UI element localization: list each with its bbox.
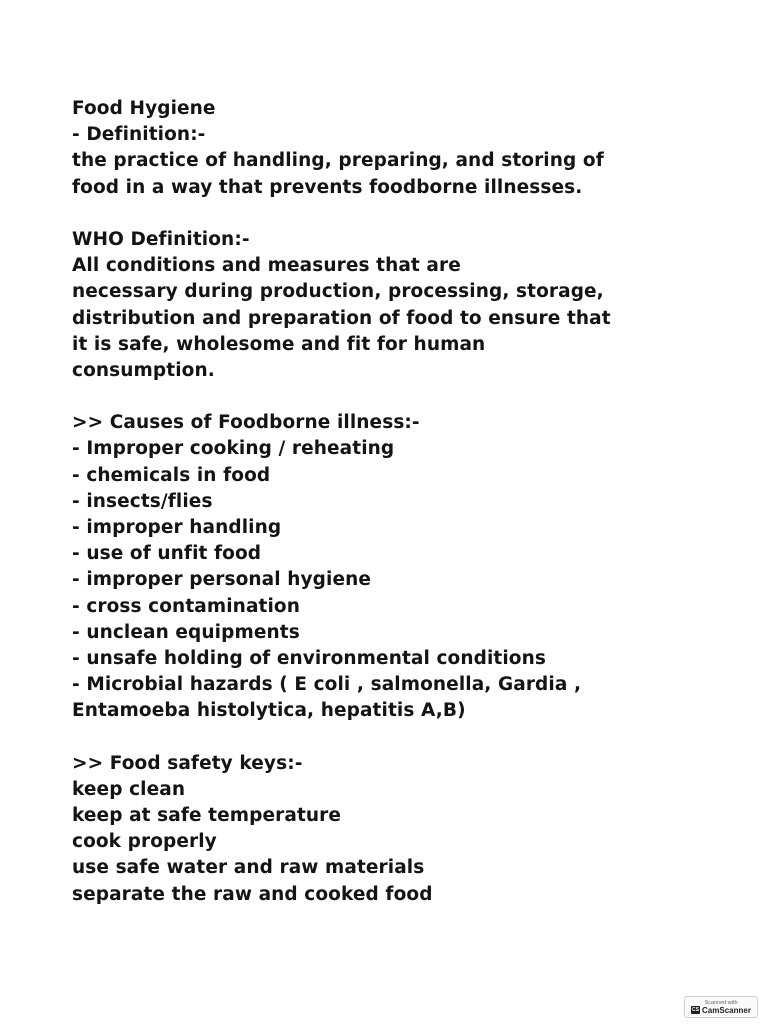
blank-line [72,384,732,410]
food-safety-key: cook properly [72,831,217,853]
cause-item: - chemicals in food [72,464,271,486]
blank-line [72,725,732,751]
watermark-brand-row [691,1006,751,1015]
cause-item: - improper personal hygiene [72,569,372,591]
who-definition-heading: WHO Definition:- [72,228,250,250]
watermark-brand: CamScanner [702,1005,751,1015]
cause-item: - Microbial hazards ( E coli , salmonella, Gardia , [72,674,582,696]
camscanner-watermark [684,996,758,1018]
blank-line [72,201,732,227]
document-body [72,96,732,908]
cause-item: - unclean equipments [72,621,300,643]
food-safety-keys-heading: >> Food safety keys:- [72,752,303,774]
who-definition-line: necessary during production, processing, storage, [72,281,604,303]
watermark-caption: Scanned with [704,999,738,1006]
camscanner-logo-icon: CS [692,1007,699,1013]
food-safety-key: keep clean [72,778,186,800]
causes-heading: >> Causes of Foodborne illness:- [72,412,420,434]
food-safety-key: keep at safe temperature [72,805,342,827]
cause-item: - insects/flies [72,490,213,512]
who-definition-line: consumption. [72,359,215,381]
cause-item: - cross contamination [72,595,300,617]
who-definition-line: All conditions and measures that are [72,255,461,277]
cause-item: - unsafe holding of environmental conditions [72,647,546,669]
food-safety-key: use safe water and raw materials [72,857,425,879]
cause-item-continuation: Entamoeba histolytica, hepatitis A,B) [72,700,466,722]
definition-line: food in a way that prevents foodborne illnesses. [72,176,583,198]
definition-heading: - Definition:- [72,124,206,146]
food-safety-key: separate the raw and cooked food [72,883,433,905]
cause-item: - improper handling [72,517,282,538]
definition-line: the practice of handling, preparing, and storing of [72,150,604,172]
who-definition-line: it is safe, wholesome and fit for human [72,333,486,355]
document-title: Food Hygiene [72,98,216,119]
cause-item: - use of unfit food [72,543,262,565]
who-definition-line: distribution and preparation of food to ensure that [72,307,611,329]
cause-item: - Improper cooking / reheating [72,438,395,460]
